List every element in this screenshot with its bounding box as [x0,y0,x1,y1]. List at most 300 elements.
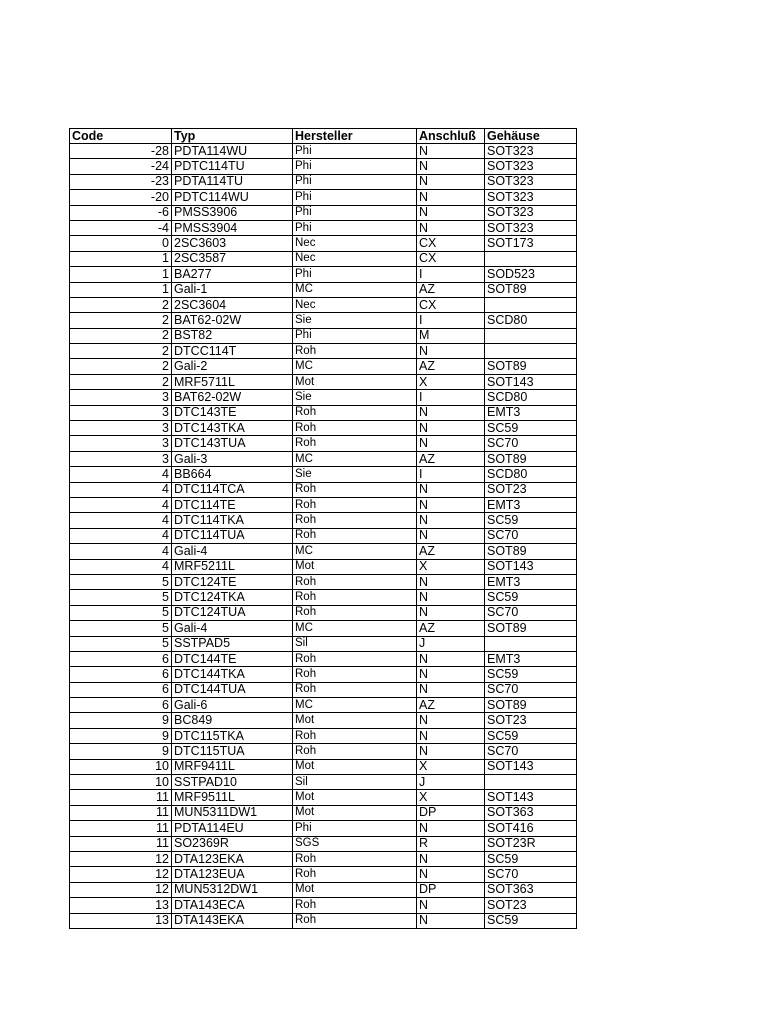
cell-typ: DTA123EKA [172,851,293,866]
cell-hersteller: Sie [293,467,417,482]
table-row [70,744,577,759]
cell-typ: 2SC3587 [172,251,293,266]
cell-gehaeuse: EMT3 [485,497,577,512]
cell-gehaeuse: SOT323 [485,144,577,159]
cell-code: 5 [70,621,172,636]
cell-anschluss: N [417,513,485,528]
cell-gehaeuse [485,344,577,359]
cell-gehaeuse: SC70 [485,682,577,697]
cell-code: 2 [70,328,172,343]
table-row [70,174,577,189]
cell-anschluss: N [417,220,485,235]
table-row [70,528,577,543]
table-row [70,405,577,420]
header-hersteller: Hersteller [293,129,417,144]
table-row [70,698,577,713]
cell-gehaeuse: SOT89 [485,359,577,374]
cell-hersteller: Mot [293,790,417,805]
cell-anschluss: X [417,374,485,389]
cell-gehaeuse: SOT23 [485,898,577,913]
cell-code: 3 [70,421,172,436]
cell-anschluss: CX [417,297,485,312]
table-row [70,821,577,836]
cell-hersteller: Mot [293,882,417,897]
cell-typ: SSTPAD10 [172,775,293,790]
cell-code: 13 [70,898,172,913]
cell-typ: PMSS3906 [172,205,293,220]
cell-gehaeuse: SOT323 [485,220,577,235]
cell-code: 10 [70,759,172,774]
cell-anschluss: DP [417,805,485,820]
cell-hersteller: Mot [293,759,417,774]
cell-gehaeuse: SOT89 [485,698,577,713]
header-typ: Typ [172,129,293,144]
table-row [70,574,577,589]
table-row [70,913,577,928]
table-row [70,759,577,774]
cell-typ: PDTC114TU [172,159,293,174]
cell-code: -24 [70,159,172,174]
cell-gehaeuse: SC70 [485,744,577,759]
cell-typ: BC849 [172,713,293,728]
cell-anschluss: AZ [417,451,485,466]
cell-gehaeuse [485,636,577,651]
cell-gehaeuse [485,775,577,790]
cell-typ: DTCC114T [172,344,293,359]
table-row [70,297,577,312]
cell-gehaeuse: SC70 [485,605,577,620]
cell-hersteller: Roh [293,482,417,497]
cell-anschluss: N [417,651,485,666]
cell-hersteller: Phi [293,144,417,159]
cell-anschluss: AZ [417,282,485,297]
cell-code: 12 [70,882,172,897]
cell-hersteller: Roh [293,497,417,512]
cell-hersteller: Phi [293,205,417,220]
cell-code: 5 [70,590,172,605]
cell-code: 3 [70,405,172,420]
cell-typ: DTC115TUA [172,744,293,759]
cell-hersteller: Roh [293,590,417,605]
cell-hersteller: SGS [293,836,417,851]
cell-code: -20 [70,190,172,205]
cell-anschluss: M [417,328,485,343]
table-row [70,651,577,666]
cell-code: 0 [70,236,172,251]
cell-anschluss: X [417,790,485,805]
cell-hersteller: Roh [293,436,417,451]
table-row [70,805,577,820]
cell-code: 11 [70,805,172,820]
cell-gehaeuse: SOT143 [485,559,577,574]
cell-anschluss: N [417,159,485,174]
cell-anschluss: AZ [417,621,485,636]
cell-gehaeuse: SOT89 [485,621,577,636]
cell-gehaeuse: SC59 [485,421,577,436]
cell-hersteller: Roh [293,421,417,436]
cell-code: 6 [70,667,172,682]
table-row [70,390,577,405]
cell-gehaeuse: SOT143 [485,790,577,805]
cell-gehaeuse [485,297,577,312]
cell-anschluss: I [417,467,485,482]
cell-hersteller: Roh [293,605,417,620]
cell-hersteller: Sie [293,390,417,405]
header-gehaeuse: Gehäuse [485,129,577,144]
cell-anschluss: N [417,497,485,512]
cell-gehaeuse: SOT323 [485,190,577,205]
cell-hersteller: Roh [293,651,417,666]
cell-code: 9 [70,728,172,743]
table-row [70,328,577,343]
cell-code: 6 [70,698,172,713]
table-row [70,421,577,436]
table-row [70,867,577,882]
table-row [70,144,577,159]
cell-hersteller: Roh [293,667,417,682]
table-row [70,344,577,359]
cell-code: 12 [70,851,172,866]
cell-typ: BA277 [172,267,293,282]
table-row [70,451,577,466]
cell-code: 3 [70,390,172,405]
table-row [70,790,577,805]
table-row [70,667,577,682]
cell-code: 4 [70,513,172,528]
cell-code: -28 [70,144,172,159]
cell-anschluss: N [417,913,485,928]
cell-gehaeuse: SOT143 [485,374,577,389]
table-row [70,605,577,620]
cell-code: 5 [70,636,172,651]
cell-typ: PMSS3904 [172,220,293,235]
table-row [70,467,577,482]
cell-gehaeuse: SOT23 [485,713,577,728]
cell-anschluss: N [417,682,485,697]
cell-anschluss: N [417,713,485,728]
cell-hersteller: Nec [293,297,417,312]
cell-typ: MUN5311DW1 [172,805,293,820]
cell-gehaeuse: SOT363 [485,805,577,820]
cell-hersteller: Phi [293,190,417,205]
cell-hersteller: Roh [293,913,417,928]
table-row [70,898,577,913]
cell-code: 1 [70,282,172,297]
cell-code: 2 [70,359,172,374]
cell-anschluss: N [417,744,485,759]
cell-hersteller: MC [293,698,417,713]
cell-gehaeuse: SOT143 [485,759,577,774]
cell-code: 6 [70,651,172,666]
cell-gehaeuse [485,328,577,343]
table-row [70,728,577,743]
table-row [70,236,577,251]
cell-typ: BAT62-02W [172,313,293,328]
cell-hersteller: Mot [293,805,417,820]
table-row [70,190,577,205]
cell-typ: BAT62-02W [172,390,293,405]
cell-hersteller: Roh [293,574,417,589]
table-row [70,436,577,451]
cell-gehaeuse: EMT3 [485,405,577,420]
cell-gehaeuse: SOD523 [485,267,577,282]
cell-hersteller: Roh [293,898,417,913]
table-row [70,590,577,605]
cell-gehaeuse: EMT3 [485,574,577,589]
cell-code: 4 [70,528,172,543]
cell-anschluss: N [417,728,485,743]
cell-anschluss: I [417,313,485,328]
table-row [70,882,577,897]
cell-anschluss: N [417,205,485,220]
cell-typ: PDTA114EU [172,821,293,836]
cell-typ: Gali-2 [172,359,293,374]
cell-hersteller: Roh [293,682,417,697]
cell-typ: PDTC114WU [172,190,293,205]
component-code-table [69,128,577,929]
cell-code: 9 [70,713,172,728]
cell-gehaeuse: SOT173 [485,236,577,251]
cell-gehaeuse: SC59 [485,667,577,682]
cell-anschluss: N [417,851,485,866]
cell-hersteller: Nec [293,251,417,266]
cell-typ: Gali-4 [172,621,293,636]
cell-anschluss: X [417,759,485,774]
cell-typ: Gali-1 [172,282,293,297]
cell-code: 13 [70,913,172,928]
cell-gehaeuse: SC59 [485,513,577,528]
cell-code: 11 [70,821,172,836]
cell-gehaeuse: SOT416 [485,821,577,836]
cell-typ: MRF5711L [172,374,293,389]
cell-gehaeuse: SOT89 [485,282,577,297]
table-row [70,359,577,374]
cell-typ: DTC124TKA [172,590,293,605]
cell-code: 2 [70,344,172,359]
cell-typ: DTC144TKA [172,667,293,682]
cell-hersteller: Mot [293,559,417,574]
cell-gehaeuse [485,251,577,266]
cell-gehaeuse: SOT323 [485,159,577,174]
cell-anschluss: N [417,344,485,359]
cell-gehaeuse: SOT89 [485,451,577,466]
cell-gehaeuse: SC70 [485,867,577,882]
cell-code: -23 [70,174,172,189]
cell-code: 5 [70,574,172,589]
cell-anschluss: N [417,898,485,913]
cell-code: -6 [70,205,172,220]
cell-anschluss: N [417,574,485,589]
cell-anschluss: N [417,528,485,543]
cell-typ: DTC124TE [172,574,293,589]
cell-typ: DTA123EUA [172,867,293,882]
cell-code: 4 [70,482,172,497]
cell-anschluss: N [417,821,485,836]
cell-gehaeuse: SOT323 [485,205,577,220]
cell-hersteller: Mot [293,374,417,389]
cell-typ: MRF9411L [172,759,293,774]
cell-code: 1 [70,251,172,266]
cell-anschluss: I [417,267,485,282]
cell-typ: BST82 [172,328,293,343]
cell-typ: SO2369R [172,836,293,851]
cell-anschluss: N [417,482,485,497]
cell-code: 3 [70,436,172,451]
cell-typ: Gali-6 [172,698,293,713]
cell-hersteller: MC [293,544,417,559]
cell-anschluss: N [417,190,485,205]
cell-typ: DTC114TE [172,497,293,512]
table-row [70,559,577,574]
cell-code: 9 [70,744,172,759]
cell-hersteller: Mot [293,713,417,728]
cell-gehaeuse: SC59 [485,851,577,866]
cell-hersteller: Roh [293,728,417,743]
cell-typ: 2SC3603 [172,236,293,251]
cell-code: 1 [70,267,172,282]
table-row [70,282,577,297]
header-anschluss: Anschluß [417,129,485,144]
cell-gehaeuse: SCD80 [485,467,577,482]
cell-anschluss: DP [417,882,485,897]
cell-hersteller: Phi [293,159,417,174]
cell-typ: MRF5211L [172,559,293,574]
cell-anschluss: N [417,667,485,682]
cell-gehaeuse: SOT363 [485,882,577,897]
table-row [70,374,577,389]
cell-hersteller: MC [293,282,417,297]
cell-code: 10 [70,775,172,790]
cell-typ: DTA143EKA [172,913,293,928]
cell-hersteller: Phi [293,174,417,189]
cell-hersteller: Sie [293,313,417,328]
cell-code: 4 [70,467,172,482]
table-row [70,251,577,266]
table-row [70,713,577,728]
cell-typ: Gali-4 [172,544,293,559]
cell-typ: MRF9511L [172,790,293,805]
cell-hersteller: Sil [293,636,417,651]
cell-code: 3 [70,451,172,466]
cell-anschluss: N [417,144,485,159]
table-row [70,220,577,235]
cell-gehaeuse: SC70 [485,528,577,543]
table-row [70,159,577,174]
table-row [70,851,577,866]
cell-hersteller: Roh [293,513,417,528]
cell-typ: DTC143TUA [172,436,293,451]
cell-anschluss: N [417,174,485,189]
cell-gehaeuse: SCD80 [485,313,577,328]
cell-typ: 2SC3604 [172,297,293,312]
cell-gehaeuse: SC59 [485,913,577,928]
cell-typ: DTC144TUA [172,682,293,697]
table-row [70,513,577,528]
table-row [70,205,577,220]
cell-hersteller: Roh [293,344,417,359]
cell-gehaeuse: SC59 [485,728,577,743]
cell-anschluss: CX [417,251,485,266]
cell-gehaeuse: EMT3 [485,651,577,666]
header-code: Code [70,129,172,144]
cell-anschluss: R [417,836,485,851]
cell-typ: PDTA114WU [172,144,293,159]
cell-code: 11 [70,836,172,851]
cell-anschluss: N [417,867,485,882]
cell-typ: DTA143ECA [172,898,293,913]
cell-anschluss: CX [417,236,485,251]
table-row [70,497,577,512]
cell-typ: DTC143TKA [172,421,293,436]
cell-hersteller: Phi [293,267,417,282]
cell-typ: SSTPAD5 [172,636,293,651]
cell-anschluss: J [417,775,485,790]
table-row [70,836,577,851]
cell-typ: DTC114TUA [172,528,293,543]
cell-typ: DTC114TCA [172,482,293,497]
cell-typ: DTC115TKA [172,728,293,743]
cell-hersteller: Nec [293,236,417,251]
cell-anschluss: N [417,605,485,620]
cell-gehaeuse: SC70 [485,436,577,451]
cell-code: 2 [70,297,172,312]
cell-gehaeuse: SOT89 [485,544,577,559]
cell-hersteller: Roh [293,867,417,882]
cell-code: 4 [70,544,172,559]
cell-code: -4 [70,220,172,235]
cell-hersteller: Roh [293,405,417,420]
cell-typ: PDTA114TU [172,174,293,189]
cell-anschluss: J [417,636,485,651]
cell-code: 6 [70,682,172,697]
cell-gehaeuse: SC59 [485,590,577,605]
cell-gehaeuse: SOT323 [485,174,577,189]
cell-typ: DTC114TKA [172,513,293,528]
cell-hersteller: MC [293,451,417,466]
cell-hersteller: Phi [293,220,417,235]
table-row [70,482,577,497]
cell-hersteller: MC [293,359,417,374]
table-body [70,144,577,929]
cell-anschluss: N [417,405,485,420]
cell-hersteller: Roh [293,851,417,866]
cell-anschluss: AZ [417,359,485,374]
cell-code: 11 [70,790,172,805]
header-row [70,129,577,144]
cell-anschluss: N [417,436,485,451]
cell-anschluss: AZ [417,698,485,713]
table-row [70,775,577,790]
cell-typ: DTC144TE [172,651,293,666]
cell-code: 5 [70,605,172,620]
table-row [70,636,577,651]
table-row [70,544,577,559]
cell-hersteller: Phi [293,328,417,343]
cell-hersteller: Roh [293,528,417,543]
cell-typ: DTC143TE [172,405,293,420]
cell-anschluss: N [417,590,485,605]
cell-hersteller: Sil [293,775,417,790]
cell-code: 2 [70,313,172,328]
cell-code: 4 [70,559,172,574]
cell-hersteller: Roh [293,744,417,759]
cell-typ: Gali-3 [172,451,293,466]
cell-gehaeuse: SOT23 [485,482,577,497]
table-row [70,313,577,328]
cell-anschluss: N [417,421,485,436]
cell-typ: MUN5312DW1 [172,882,293,897]
cell-anschluss: X [417,559,485,574]
